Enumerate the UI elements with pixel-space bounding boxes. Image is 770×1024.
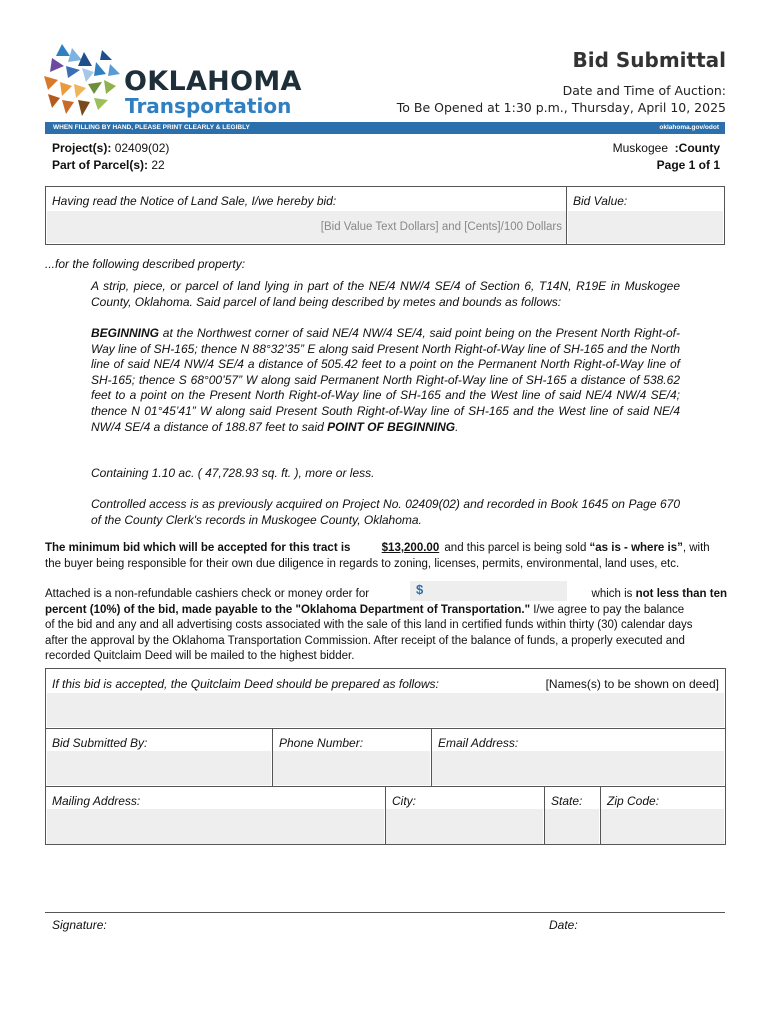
- project-value: 02409(02): [114, 141, 170, 155]
- deed-hint: [Names(s) to be shown on deed]: [545, 677, 719, 691]
- check-amount-field[interactable]: [410, 581, 567, 601]
- phone-label: Phone Number:: [279, 736, 364, 750]
- page-number: Page 1 of 1: [656, 158, 720, 172]
- bid-text-placeholder: [Bid Value Text Dollars] and [Cents]/100 Dollars: [320, 221, 562, 233]
- county-value: Muskogee: [612, 141, 668, 155]
- parcel-value: 22: [151, 158, 165, 172]
- bid-table: [45, 186, 725, 245]
- project-label: Project(s):: [52, 141, 112, 155]
- submitted-by-field[interactable]: [47, 751, 271, 785]
- zip-code-field[interactable]: [601, 809, 724, 844]
- property-para-3: Containing 1.10 ac. ( 47,728.93 sq. ft. ), more or less.: [91, 466, 375, 480]
- dollar-sign: $: [416, 582, 424, 597]
- property-lead: ...for the following described property:: [45, 257, 246, 271]
- auction-date-value: To Be Opened at 1:30 p.m., Thursday, April 10, 2025: [396, 100, 726, 115]
- deed-label: If this bid is accepted, the Quitclaim Deed should be prepared as follows:: [52, 677, 439, 691]
- attached-line-4: after the approval by the Oklahoma Transportation Commission. After receipt of the balance of funds, a properly executed and: [45, 635, 685, 647]
- minimum-bid-label: The minimum bid which will be accepted for this tract is: [45, 542, 351, 554]
- date-field[interactable]: [548, 873, 725, 911]
- city-field[interactable]: [386, 809, 543, 844]
- signature-line: [45, 912, 725, 913]
- email-label: Email Address:: [438, 736, 519, 750]
- deed-names-field[interactable]: [47, 693, 724, 727]
- bidder-form: [45, 668, 726, 845]
- attached-rest-1: I/we agree to pay the balance: [530, 604, 685, 616]
- odot-logo-mark: [40, 44, 122, 120]
- property-para-2-end: .: [455, 419, 459, 434]
- minimum-bid-paragraph: [45, 541, 727, 572]
- beginning-bold: BEGINNING: [91, 326, 160, 340]
- state-label: State:: [551, 794, 583, 808]
- attached-bold-2: percent (10%) of the bid, made payable to the "Oklahoma Department of Transportation.": [45, 604, 531, 616]
- bid-intro-label: Having read the Notice of Land Sale, I/we hereby bid:: [52, 194, 337, 208]
- minimum-bid-end: , with the buyer being responsible for their own due diligence in regards to zoning, licenses, permits, environmental, land uses, etc.: [45, 542, 710, 570]
- property-para-2-body: at the Northwest corner of said NE/4 NW/4 SE/4, said point being on the Present North Right-of-Way line of SH-165; thence N 88°32’35” E along said Present North Right-of-Way line of SH-165 and the North line of said NE/4 NW/4 SE/4 a distance of 505.42 feet to a point on the Permanent North Right-of-Way line of SH-165; thence S 68°00’57” W along said Permanent North Right-of-Way line of SH-165 a distance of 538.62 feet to a point on the Present North Right-of-Way line of SH-165 and the West line of said NE/4 NW/4 SE/4; thence N 01°45’41” W along said Present South Right-of-Way line of SH-165 and the West line of said NE/4 NW/4 SE/4 a distance of 188.87 feet to said: [91, 326, 680, 434]
- logo-transportation-text: Transportation: [125, 94, 292, 118]
- bid-value-cell: [567, 187, 724, 244]
- state-field[interactable]: [545, 809, 599, 844]
- parcel-label: Part of Parcel(s):: [52, 158, 149, 172]
- bid-text-field[interactable]: [47, 211, 566, 243]
- bid-text-cell: [46, 187, 567, 244]
- point-of-beginning-bold: POINT OF BEGINNING: [327, 419, 456, 434]
- mailing-address-label: Mailing Address:: [52, 794, 141, 808]
- property-para-2: [91, 326, 680, 435]
- website-link[interactable]: oklahoma.gov/odot: [659, 124, 719, 131]
- logo-oklahoma-text: OKLAHOMA: [124, 66, 302, 97]
- attached-check-mid: [572, 587, 727, 603]
- zip-code-label: Zip Code:: [607, 794, 660, 808]
- city-label: City:: [392, 794, 416, 808]
- bid-value-label: Bid Value:: [573, 194, 628, 208]
- attached-mid-text: which is: [591, 588, 636, 600]
- property-para-1: A strip, piece, or parcel of land lying in part of the NE/4 NW/4 SE/4 of Section 6, T14N, R19E in Muskogee County, Oklahoma. Said parcel of land being described by metes and bounds as follows:: [91, 279, 680, 309]
- attached-bold-1: not less than ten: [635, 588, 727, 600]
- minimum-bid-mid: and this parcel is being sold: [441, 542, 590, 554]
- signature-field[interactable]: [45, 873, 543, 911]
- signature-label: Signature:: [52, 918, 107, 932]
- minimum-bid-value: $13,200.00: [381, 542, 440, 554]
- parcel-line: [52, 158, 165, 172]
- attached-line-2: [45, 603, 727, 619]
- row-divider: [46, 728, 725, 729]
- email-field[interactable]: [432, 751, 724, 785]
- auction-date-label: Date and Time of Auction:: [562, 83, 726, 98]
- attached-line-5: recorded Quitclaim Deed will be mailed to the highest bidder.: [45, 650, 355, 662]
- project-line: [52, 141, 169, 155]
- mailing-address-field[interactable]: [47, 809, 384, 844]
- instruction-text: WHEN FILLING BY HAND, PLEASE PRINT CLEARLY & LEGIBLY: [53, 124, 250, 131]
- instruction-bar: [45, 122, 725, 134]
- submitted-by-label: Bid Submitted By:: [52, 736, 148, 750]
- date-label: Date:: [549, 918, 578, 932]
- attached-line-3: of the bid and any and all advertising costs associated with the sale of this land in certified funds within thirty (30) calendar days: [45, 619, 693, 631]
- attached-check-label: Attached is a non-refundable cashiers check or money order for: [45, 588, 370, 600]
- document-title: Bid Submittal: [572, 48, 726, 72]
- county-label: :County: [674, 141, 720, 155]
- property-para-4: Controlled access is as previously acquired on Project No. 02409(02) and recorded in Book 1645 on Page 670 of the County Clerk's records in Muskogee County, Oklahoma.: [91, 497, 680, 527]
- county-line: [613, 141, 720, 155]
- as-is-text: “as is - where is”: [589, 542, 683, 554]
- phone-field[interactable]: [273, 751, 430, 785]
- bid-value-field[interactable]: [568, 211, 723, 243]
